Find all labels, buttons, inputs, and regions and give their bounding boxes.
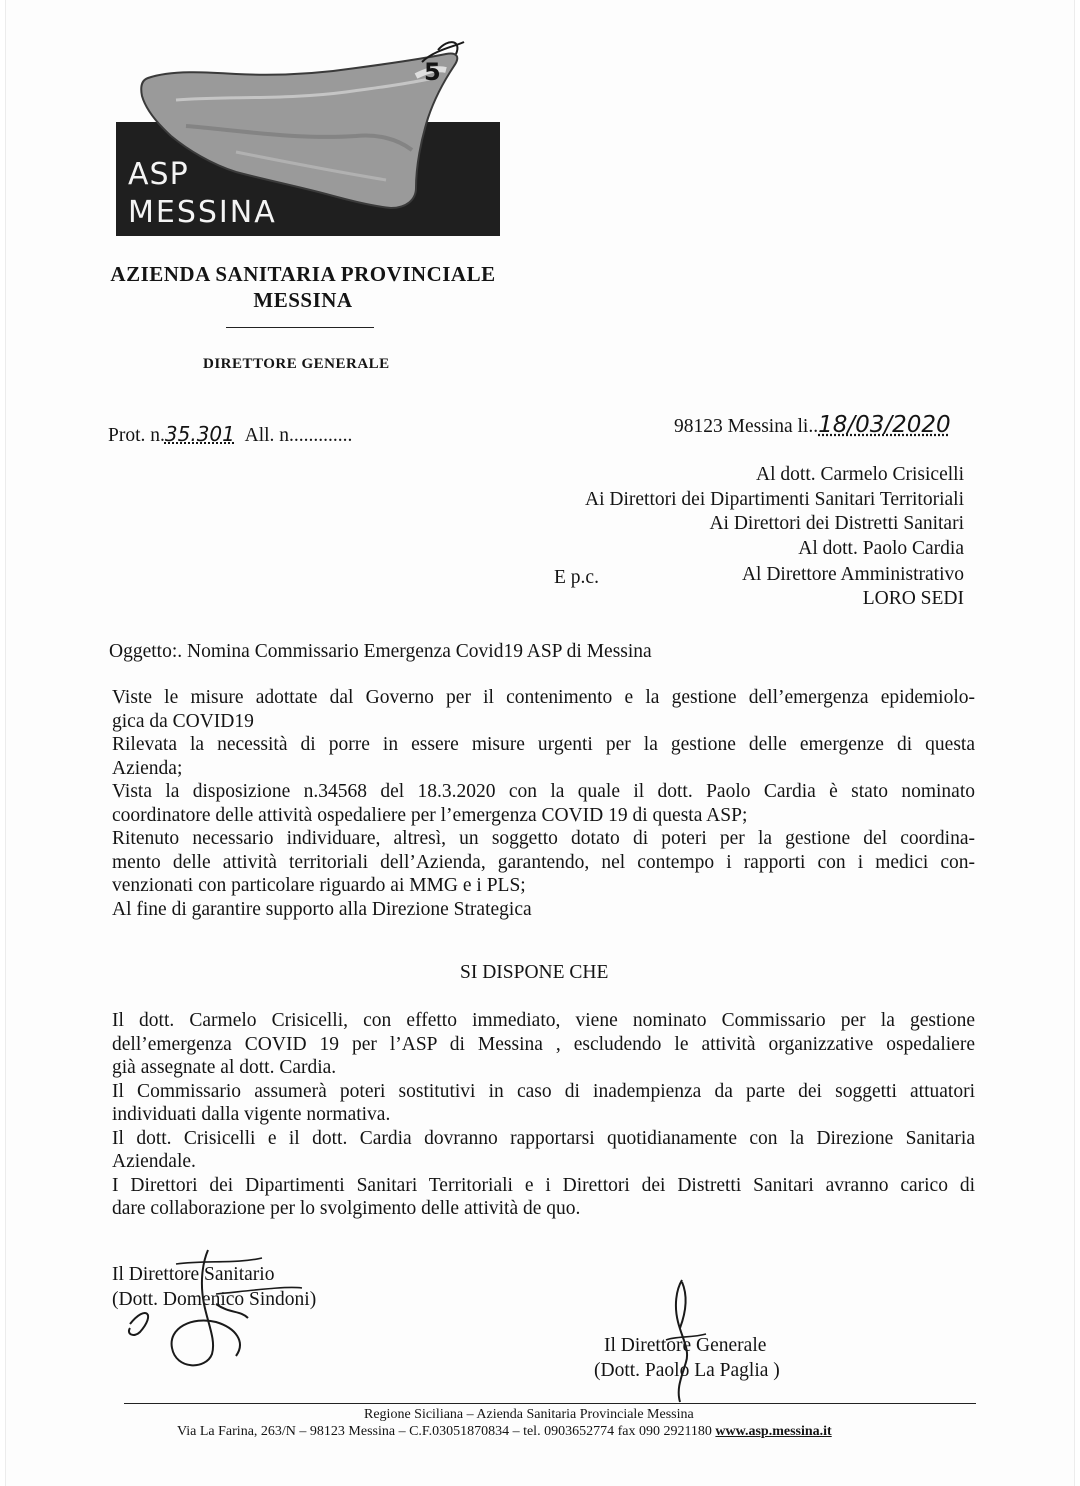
body-line: Ritenuto necessario individuare, altresì, un soggetto dotato di poteri per la gestione del coordina- [112, 828, 975, 849]
org-city: MESSINA [253, 288, 353, 312]
body-line: Il dott. Carmelo Crisicelli, con effetto immediato, viene nominato Commissario per la gestione [112, 1010, 975, 1031]
recipient-closing: LORO SEDI [862, 588, 964, 609]
body-line: dare collaborazione per lo svolgimento delle attività de quo. [112, 1198, 581, 1219]
logo-asp-text: ASP [128, 157, 189, 192]
recipient-line: Ai Direttori dei Distretti Sanitari [709, 513, 964, 534]
body-line: individuati dalla vigente normativa. [112, 1104, 391, 1125]
office-title: DIRETTORE GENERALE [203, 356, 390, 372]
subject-line: Oggetto:. Nomina Commissario Emergenza Covid19 ASP di Messina [109, 641, 652, 662]
recipient-line: Ai Direttori dei Dipartimenti Sanitari Territoriali [585, 489, 964, 510]
right-handwritten-signature [646, 1276, 726, 1406]
footer-address: Via La Farina, 263/N – 98123 Messina – C.F.03051870834 – tel. 0903652774 fax 090 2921180 [177, 1424, 716, 1439]
left-handwritten-signature [116, 1244, 316, 1374]
body-line: Al fine di garantire supporto alla Direzione Strategica [112, 898, 532, 920]
body-line: Vista la disposizione n.34568 del 18.3.2020 con la quale il dott. Paolo Cardia è stato nominato [112, 781, 975, 802]
logo-messina-text: MESSINA [128, 195, 277, 230]
epc-label: E p.c. [554, 567, 599, 588]
body-line: I Direttori dei Dipartimenti Sanitari Territoriali e i Direttori dei Distretti Sanitari avranno carico di [112, 1174, 975, 1196]
recipient-line: Al dott. Paolo Cardia [798, 538, 964, 559]
recipient-cc-line: Al Direttore Amministrativo [741, 564, 964, 585]
letter-page [6, 0, 1074, 1486]
left-signatory-name: (Dott. Domenico Sindoni) [112, 1289, 317, 1310]
footer-region-line: Regione Siciliana – Azienda Sanitaria Provinciale Messina [364, 1407, 694, 1422]
protocol-block [108, 422, 352, 448]
body-line: Rilevata la necessità di porre in essere misure urgenti per la gestione delle emergenze di questa [112, 734, 975, 755]
body-line: già assegnate al dott. Cardia. [112, 1057, 337, 1078]
attachments-label: All. n............. [244, 425, 353, 446]
recipient-line: Al dott. Carmelo Crisicelli [756, 464, 964, 485]
right-signatory-title: Il Direttore Generale [604, 1335, 767, 1356]
disposition-paragraph [112, 1009, 975, 1221]
handwritten-date: 18/03/2020 [818, 412, 951, 438]
right-signatory-name: (Dott. Paolo La Paglia ) [594, 1360, 780, 1381]
body-line: dell’emergenza COVID 19 per l’ASP di Messina , escludendo le attività organizzative ospedaliere [112, 1033, 975, 1055]
left-signatory-title: Il Direttore Sanitario [112, 1264, 275, 1285]
place-date [674, 413, 951, 439]
header-divider [226, 327, 374, 328]
footer-contact-line [177, 1424, 832, 1440]
premises-paragraph [112, 686, 975, 921]
body-line: gica da COVID19 [112, 710, 254, 732]
body-line: Aziendale. [112, 1151, 196, 1172]
body-line: venzionati con particolare riguardo ai MMG e i PLS; [112, 875, 526, 896]
body-line: Viste le misure adottate dal Governo per il contenimento e la gestione dell’emergenza epidemiolo- [112, 687, 975, 708]
body-line: mento delle attività territoriali dell’Azienda, garantendo, nel contempo i rapporti con i medici con- [112, 851, 975, 873]
protocol-prefix: Prot. n. [108, 425, 165, 446]
logo-number: 5 [424, 58, 441, 86]
body-line: coordinatore delle attività ospedaliere per l’emergenza COVID 19 di questa ASP; [112, 804, 748, 826]
place-label: 98123 Messina li.. [674, 416, 819, 437]
body-line: Il Commissario assumerà poteri sostitutivi in caso di inadempienza da parte dei soggetti attuatori [112, 1080, 975, 1102]
asp-messina-logo [116, 40, 500, 236]
org-name: AZIENDA SANITARIA PROVINCIALE [110, 262, 496, 286]
footer-divider [124, 1403, 976, 1404]
footer-website-link[interactable]: www.asp.messina.it [715, 1424, 832, 1439]
body-line: Il dott. Crisicelli e il dott. Cardia dovranno rapportarsi quotidianamente con la Direzione Sanitaria [112, 1127, 975, 1149]
protocol-number: 35.301 [164, 422, 235, 446]
disposition-title: SI DISPONE CHE [460, 962, 609, 983]
body-line: Azienda; [112, 757, 183, 779]
